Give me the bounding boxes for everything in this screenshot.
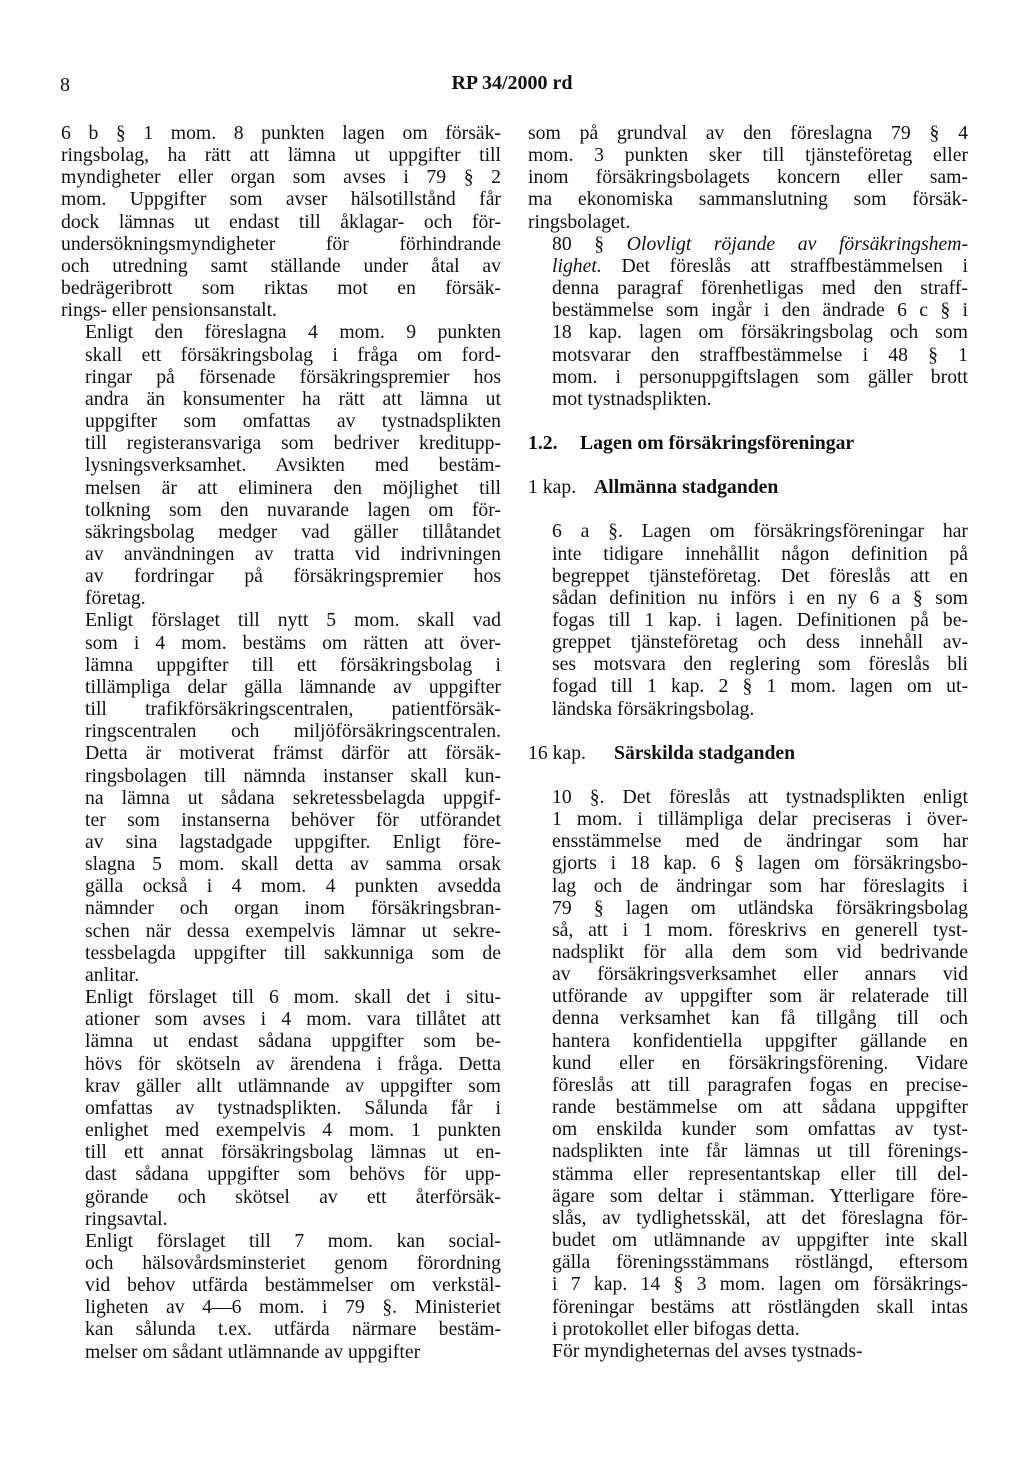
text-line: omfattas av tystnadsplikten. Sålunda får i [85, 1096, 501, 1119]
paragraph [61, 986, 501, 1230]
text-line: tolkning som den nuvarande lagen om för- [85, 498, 501, 521]
text-line: föreningar bestäms att röstlängden skall intas [552, 1295, 968, 1318]
text-line: företag. [85, 587, 146, 610]
text-line: 6 b § 1 mom. 8 punkten lagen om försäk- [61, 122, 501, 144]
text-line: ringsbolaget. [528, 210, 631, 233]
text-line: som på grundval av den föreslagna 79 § 4 [528, 122, 968, 144]
text-line: ägare som deltar i stämman. Ytterligare före- [552, 1184, 968, 1207]
text-line: lysningsverksamhet. Avsikten med bestäm- [85, 454, 501, 477]
text-line: ter som instanserna behöver för utförandet [85, 808, 501, 831]
text-line: hantera konfidentiella uppgifter gällande en [552, 1029, 968, 1052]
text-line: ringar på försenade försäkringspremier hos [85, 365, 501, 388]
section-heading: 1.2. Lagen om försäkringsföreningar [528, 432, 855, 455]
text-line: Enligt förslaget till 7 mom. kan social- [85, 1229, 501, 1252]
text-line: av fordringar på försäkringspremier hos [85, 565, 501, 588]
text-line: mom. i personuppgiftslagen som gäller brott [552, 365, 968, 388]
text-line: budet om utlämnande av uppgifter inte skall [552, 1229, 968, 1252]
text-line: till ett annat försäkringsbolag lämnas ut en- [85, 1141, 501, 1164]
text-line: utförande av uppgifter som är relaterade till [552, 985, 968, 1008]
text-line: myndigheter eller organ som avses i 79 § 2 [61, 166, 501, 189]
chapter-heading: 1 kap. Allmänna stadganden [528, 476, 779, 499]
text-line: stämma eller representantskap eller till del- [552, 1162, 968, 1185]
text-line: krav gäller allt utlämnande av uppgifter som [85, 1074, 501, 1097]
text-line: denna paragraf förenhetligas med den straff- [552, 277, 968, 300]
text-line: na lämna ut sådana sekretessbelagda uppgif- [85, 786, 501, 809]
text-line: mom. 3 punkten sker till tjänsteföretag eller [528, 144, 968, 167]
text-line: bedrägeribrott som riktas mot en försäk- [61, 277, 501, 300]
text-line: ma ekonomiska sammanslutning som försäk- [528, 188, 968, 211]
chapter-heading: 16 kap. Särskilda stadganden [528, 741, 796, 764]
text-line: av användningen av tratta vid indrivningen [85, 542, 501, 565]
text-line: begreppet tjänsteföretag. Det föreslås att en [552, 564, 968, 587]
text-line: ringsbolagen till nämnda instanser skall kun- [85, 764, 501, 787]
text-line: 79 § lagen om utländska försäkringsbolag [552, 896, 968, 919]
text-line: melsen är att eliminera den möjlighet till [85, 476, 501, 499]
right-column [528, 122, 968, 1362]
text-line: ses motsvara den reglering som föreslås bli [552, 653, 968, 676]
text-line: rande bestämmelse om att sådana uppgifter [552, 1096, 968, 1119]
text-line: slås, av tydlighetsskäl, att det föreslagna för- [552, 1206, 968, 1229]
text-line: vid behov utfärda bestämmelser om verkstäl- [85, 1274, 501, 1297]
text-line: kund eller en försäkringsförening. Vidare [552, 1051, 968, 1074]
text-line: enlighet med exempelvis 4 mom. 1 punkten [85, 1119, 501, 1142]
text-line: fogad till 1 kap. 2 § 1 mom. lagen om ut- [552, 675, 968, 698]
paragraph [528, 1340, 968, 1362]
text-line: ringscentralen och miljöförsäkringscentralen. [85, 720, 501, 743]
text-line: ringsavtal. [85, 1207, 168, 1230]
running-header: RP 34/2000 rd [451, 72, 573, 94]
text-line: ationer som avses i 4 mom. vara tillåtet att [85, 1008, 501, 1031]
paragraph [61, 1230, 501, 1363]
text-line: och utredning samt ställande under åtal av [61, 254, 501, 277]
text-line: om enskilda kunder som omfattas av tyst- [552, 1118, 968, 1141]
text-line: 10 §. Det föreslås att tystnadsplikten enligt [552, 785, 968, 808]
text-line: kan sålunda t.ex. utfärda närmare bestäm- [85, 1318, 501, 1341]
text-line: fogas till 1 kap. i lagen. Definitionen på be- [552, 608, 968, 631]
text-line: gälla föreningsstämmans röstlängd, eftersom [552, 1251, 968, 1274]
text-line: rings- eller pensionsanstalt. [61, 299, 277, 322]
text-line: gälla också i 4 mom. 4 punkten avsedda [85, 875, 501, 898]
text-line: nadsplikten inte får lämnas ut till förenings- [552, 1140, 968, 1163]
paragraph [528, 786, 968, 1340]
text-line: gjorts i 18 kap. 6 § lagen om försäkringsbo- [552, 852, 968, 875]
text-line: ligheten av 4—6 mom. i 79 §. Ministeriet [85, 1296, 501, 1319]
paragraph [528, 122, 968, 233]
text-line: i 7 kap. 14 § 3 mom. lagen om försäkrings- [552, 1273, 968, 1296]
text-line: andra än konsumenter ha rätt att lämna ut [85, 387, 501, 410]
text-line: greppet tjänsteföretag och dess innehåll av- [552, 631, 968, 654]
text-line: mot tystnadsplikten. [552, 387, 712, 410]
text-line: melser om sådant utlämnande av uppgifter [85, 1340, 421, 1363]
left-column [61, 122, 501, 1363]
text-line: uppgifter som omfattas av tystnadsplikten [85, 410, 501, 433]
text-line: 80 § Olovligt röjande av försäkringshem- [552, 232, 969, 255]
text-line: 1 mom. i tillämpliga delar preciseras i över- [552, 808, 968, 831]
text-line: denna verksamhet kan få tillgång till och [552, 1007, 968, 1030]
paragraph [528, 233, 968, 410]
page-number: 8 [60, 74, 70, 96]
text-line: ensstämmelse med de ändringar som har [552, 830, 968, 853]
text-line: lag och de ändringar som har föreslagits i [552, 874, 968, 897]
paragraph [528, 520, 968, 719]
text-line: så, att i 1 mom. föreskrivs en generell tyst- [552, 918, 968, 941]
text-line: föreslås att till paragrafen fogas en precise- [552, 1073, 968, 1096]
text-line: i protokollet eller bifogas detta. [552, 1317, 800, 1340]
text-line: lämna uppgifter till ett försäkringsbolag i [85, 653, 501, 676]
paragraph [61, 321, 501, 609]
text-line: tessbelagda uppgifter till sakkunniga som de [85, 941, 501, 964]
text-line: och hälsovårdsminsteriet genom förordning [85, 1251, 501, 1274]
text-line: nämnder och organ inom försäkringsbran- [85, 897, 501, 920]
paragraph [61, 609, 501, 986]
text-line: Enligt förslaget till nytt 5 mom. skall vad [85, 609, 501, 632]
text-line: hövs för skötseln av ärendena i fråga. Detta [85, 1052, 501, 1075]
text-line: Detta är motiverat främst därför att försäk- [85, 742, 501, 765]
text-line: dock lämnas ut endast till åklagar- och för- [61, 210, 501, 233]
text-line: inom försäkringsbolagets koncern eller sam- [528, 166, 968, 189]
text-line: slagna 5 mom. skall detta av samma orsak [85, 853, 501, 876]
text-line: mom. Uppgifter som avser hälsotillstånd får [61, 188, 501, 211]
text-line: 18 kap. lagen om försäkringsbolag och som [552, 321, 968, 344]
text-line: till registeransvariga som bedriver kreditupp- [85, 432, 501, 455]
text-line: Enligt förslaget till 6 mom. skall det i situ- [85, 986, 501, 1009]
text-line: görande och skötsel av ett återförsäk- [85, 1185, 501, 1208]
text-line: av försäkringsverksamhet eller annars vid [552, 963, 968, 986]
text-line: schen när dessa exempelvis lämnar ut sekre- [85, 919, 501, 942]
text-line: lighet. Det föreslås att straffbestämmelsen i [552, 254, 968, 277]
text-line: motsvarar den straffbestämmelse i 48 § 1 [552, 343, 968, 366]
text-line: skall ett försäkringsbolag i fråga om ford- [85, 343, 501, 366]
text-line: av sina lagstadgade uppgifter. Enligt före- [85, 831, 501, 853]
text-line: undersökningsmyndigheter för förhindrande [61, 232, 501, 255]
text-line: nadsplikt för alla dem som vid bedrivande [552, 941, 968, 963]
text-line: För myndigheternas del avses tystnads- [552, 1339, 863, 1362]
text-line: till trafikförsäkringscentralen, patientförsäk- [85, 698, 501, 721]
text-line: tillämpliga delar gälla lämnande av uppgifter [85, 675, 501, 698]
text-line: 6 a §. Lagen om försäkringsföreningar har [552, 520, 968, 543]
text-line: anlitar. [85, 963, 140, 986]
text-line: ländska försäkringsbolag. [552, 697, 755, 720]
paragraph [61, 122, 501, 321]
text-line: sådan definition nu införs i en ny 6 a § som [552, 586, 968, 609]
text-line: lämna ut endast sådana uppgifter som be- [85, 1030, 501, 1053]
text-line: dast sådana uppgifter som behövs för upp- [85, 1163, 501, 1186]
text-line: säkringsbolag medger vad gäller tillåtandet [85, 520, 501, 543]
text-line: bestämmelse som ingår i den ändrade 6 c § i [552, 299, 968, 322]
text-line: Enligt den föreslagna 4 mom. 9 punkten [85, 321, 501, 344]
text-line: ringsbolag, ha rätt att lämna ut uppgifter till [61, 144, 501, 167]
text-line: som i 4 mom. bestäms om rätten att över- [85, 631, 501, 654]
text-line: inte tidigare innehållit någon definition på [552, 542, 968, 565]
